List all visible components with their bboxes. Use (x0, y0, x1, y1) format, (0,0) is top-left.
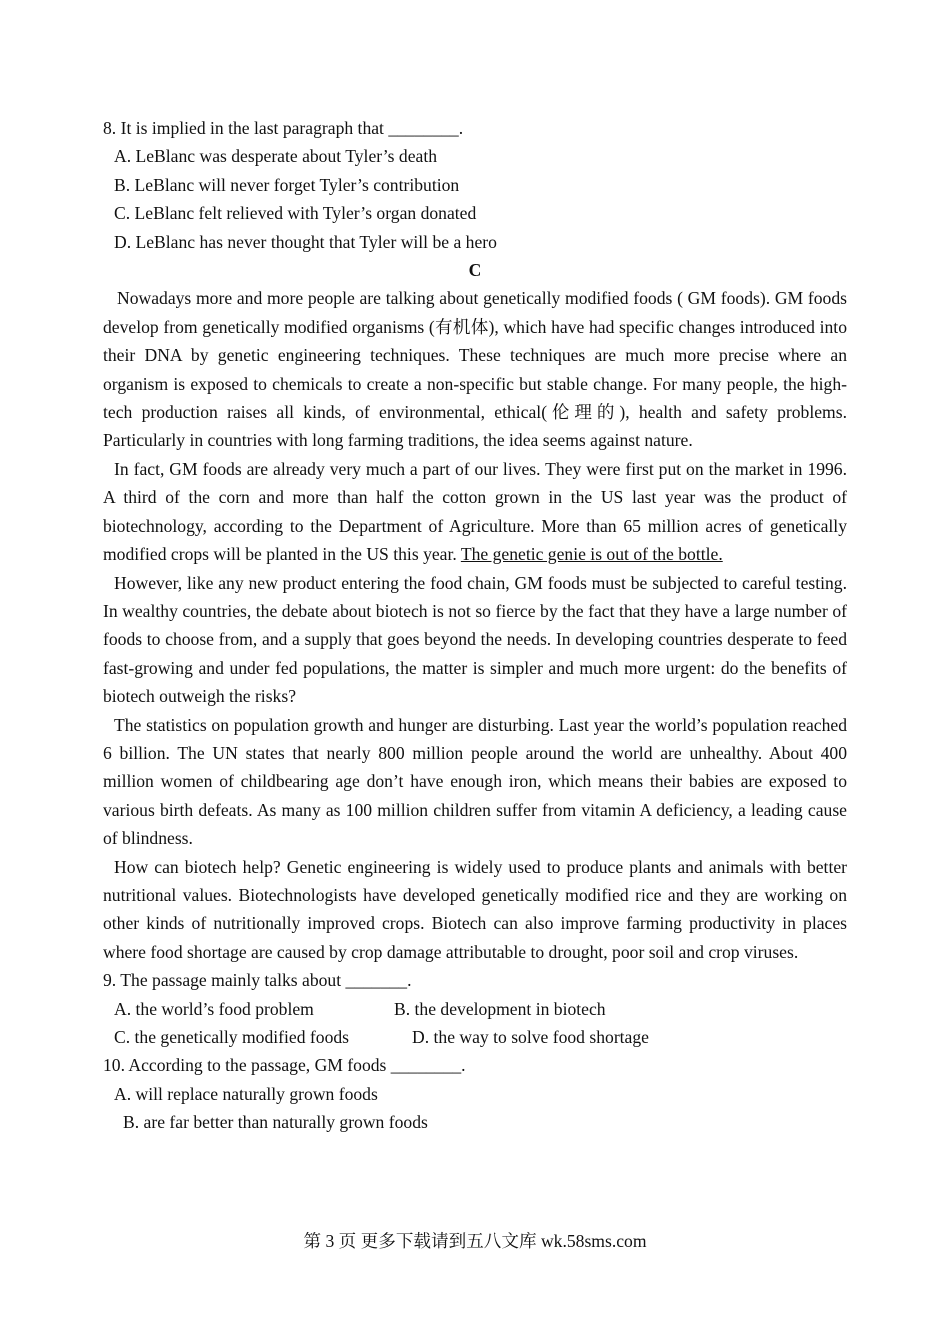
passage-paragraph-2 (103, 455, 847, 569)
passage-paragraph-4: The statistics on population growth and hunger are disturbing. Last year the world’s population reached 6 billion. The UN states that nearly 800 million people around the world are unhealthy. About 400 million women of childbearing age don’t have enough iron, which means their babies are exposed to various birth defeats. As many as 100 million children suffer from vitamin A deficiency, a leading cause of blindness. (103, 714, 847, 849)
q9-option-a: A. the world’s food problem (114, 998, 314, 1019)
q9-option-c: C. the genetically modified foods (114, 1027, 350, 1047)
q10-option-b: B. are far better than naturally grown foods (123, 1112, 428, 1133)
passage-paragraph-2-text: In fact, GM foods are already very much a part of our lives. They were first put on the market in 1996. A third of the corn and more than half the cotton grown in the US last year was the product of biotechnology, according to the Department of Agriculture. More than 65 million acres of genetically modified crops will be planted in the US this year. (103, 458, 847, 565)
q9-option-b: B. the development in biotech (394, 998, 606, 1019)
q10-stem: 10. According to the passage, GM foods ________. (103, 1055, 466, 1076)
q8-option-a: A. LeBlanc was desperate about Tyler’s death (114, 146, 438, 167)
q10-option-a: A. will replace naturally grown foods (114, 1083, 378, 1104)
q8-stem: 8. It is implied in the last paragraph that ________. (103, 118, 464, 138)
q8-option-c: C. LeBlanc felt relieved with Tyler’s organ donated (114, 203, 477, 224)
page-footer: 第 3 页 更多下载请到五八文库 wk.58sms.com (303, 1231, 647, 1251)
q9-options-row-1 (103, 995, 847, 1023)
q8-option-d: D. LeBlanc has never thought that Tyler will be a hero (114, 231, 497, 252)
q8-option-b: B. LeBlanc will never forget Tyler’s contribution (114, 174, 460, 195)
passage-paragraph-5: How can biotech help? Genetic engineering is widely used to produce plants and animals with better nutritional values. Biotechnologists have developed genetically modified rice and they are working on other kinds of nutritionally improved crops. Biotech can also improve farming productivity in places where food shortage are caused by crop damage attributable to drought, poor soil and crop viruses. (103, 856, 847, 962)
passage-paragraph-3: However, like any new product entering the food chain, GM foods must be subjected to careful testing. In wealthy countries, the debate about biotech is not so fierce by the fact that they have a large number of foods to choose from, and a supply that goes beyond the needs. In developing countries desperate to feed fast-growing and under fed populations, the matter is simpler and much more urgent: do the benefits of biotech outweigh the risks? (103, 572, 847, 707)
document-page (103, 114, 847, 1137)
underlined-sentence: The genetic genie is out of the bottle. (460, 544, 723, 565)
q9-options-row-2 (103, 1023, 847, 1051)
q9-option-d: D. the way to solve food shortage (412, 1027, 649, 1047)
section-title: C (468, 260, 482, 281)
q9-stem: 9. The passage mainly talks about _______. (103, 970, 412, 991)
passage-paragraph-1: Nowadays more and more people are talking about genetically modified foods ( GM foods). GM foods develop from genetically modified organisms (有机体), which have had specific changes introduced into their DNA by genetic engineering techniques. These techniques are much more precise where an organism is exposed to chemicals to create a non-specific but stable change. For many people, the high-tech production raises all kinds, of environmental, ethical(伦理的), health and safety problems. Particularly in countries with long farming traditions, the idea seems against nature. (103, 288, 847, 451)
